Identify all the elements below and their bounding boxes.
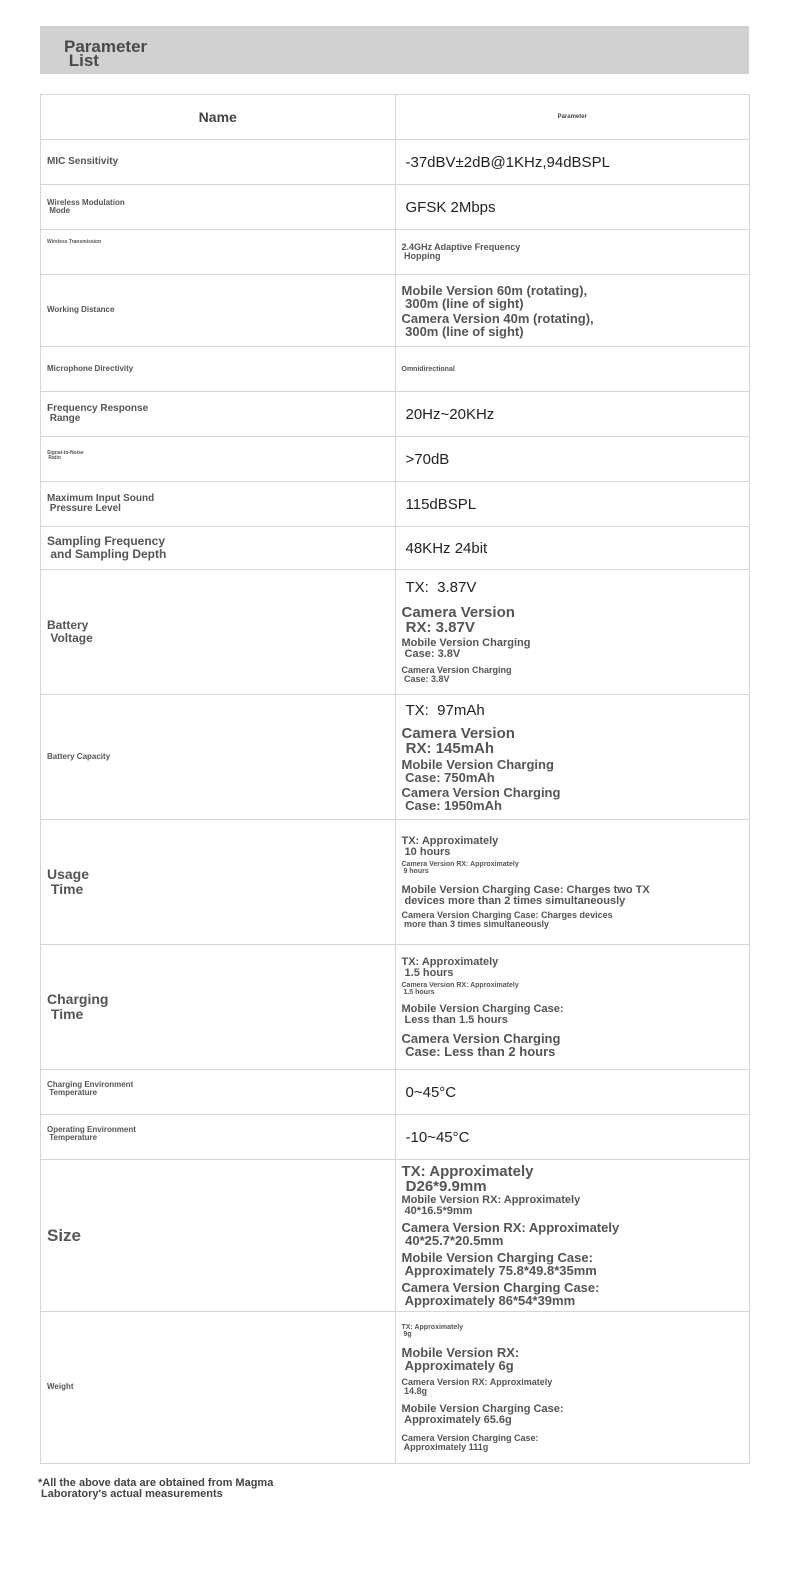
- row-value-cell: [395, 820, 750, 945]
- row-value-cell: [395, 527, 750, 570]
- row-name-cell: [41, 570, 396, 695]
- row-value: Camera Version Charging Case: 1950mAh: [401, 784, 561, 813]
- row-value: GFSK 2Mbps: [405, 198, 496, 216]
- row-value-cell: [395, 230, 750, 275]
- row-value: Camera Version Charging Case: 3.8V: [401, 665, 512, 684]
- table-row: [41, 945, 750, 1070]
- row-value: Mobile Version Charging Case: 3.8V: [401, 637, 531, 660]
- row-name: Usage Time: [47, 866, 90, 897]
- row-name-cell: [41, 275, 396, 347]
- row-name: Weight: [47, 1382, 74, 1392]
- table-row: [41, 1070, 750, 1115]
- header-parameter: Parameter: [395, 95, 750, 140]
- row-value: 48KHz 24bit: [405, 539, 488, 557]
- row-value: TX: 3.87V: [405, 579, 477, 596]
- row-name: Working Distance: [47, 305, 115, 315]
- row-name: MIC Sensitivity: [47, 155, 119, 167]
- row-value: -10~45°C: [405, 1128, 470, 1146]
- row-value: Camera Version Charging Case: Approximately 111g: [401, 1432, 539, 1452]
- row-name-cell: [41, 482, 396, 527]
- row-value-cell: [395, 945, 750, 1070]
- row-name: Battery Voltage: [47, 618, 93, 645]
- row-name: Frequency Response Range: [47, 402, 149, 424]
- row-value: Mobile Version Charging Case: Approximately 75.8*49.8*35mm: [401, 1250, 597, 1278]
- row-value: Omnidirectional: [401, 365, 455, 373]
- row-value: Camera Version RX: Approximately 40*25.7*20.5mm: [401, 1220, 620, 1248]
- row-value: Mobile Version Charging Case: Less than 1.5 hours: [401, 1002, 564, 1026]
- table-row: [41, 1312, 750, 1464]
- row-value: Camera Version RX: Approximately 14.8g: [401, 1376, 553, 1396]
- page-title: Parameter List: [64, 37, 148, 70]
- table-row: [41, 570, 750, 695]
- row-name-cell: [41, 527, 396, 570]
- row-value: 115dBSPL: [405, 495, 477, 513]
- row-value: Mobile Version Charging Case: 750mAh: [401, 756, 554, 785]
- row-value: Mobile Version 60m (rotating), 300m (line of sight): [401, 282, 588, 311]
- row-value: TX: Approximately 10 hours: [401, 834, 499, 858]
- row-name: Wireless Transmission: [47, 239, 102, 245]
- row-name-cell: [41, 1312, 396, 1464]
- table-row: [41, 1115, 750, 1160]
- row-name-cell: [41, 230, 396, 275]
- row-name-cell: [41, 437, 396, 482]
- row-name-cell: [41, 140, 396, 185]
- row-name: Battery Capacity: [47, 751, 111, 761]
- row-value-cell: [395, 185, 750, 230]
- row-value-cell: [395, 570, 750, 695]
- row-name-cell: [41, 347, 396, 392]
- parameter-table: [40, 94, 750, 1464]
- row-value-cell: [395, 275, 750, 347]
- table-row: [41, 347, 750, 392]
- row-name: Signal-to-Noise Ratio: [47, 449, 84, 461]
- table-row: [41, 392, 750, 437]
- table-row: [41, 185, 750, 230]
- row-value-cell: [395, 1070, 750, 1115]
- row-value-cell: [395, 1115, 750, 1160]
- row-value: TX: Approximately 1.5 hours: [401, 955, 499, 979]
- row-value-cell: [395, 437, 750, 482]
- table-row: [41, 527, 750, 570]
- row-value: Mobile Version RX: Approximately 40*16.5*9mm: [401, 1194, 581, 1217]
- row-name-cell: [41, 185, 396, 230]
- row-value: Camera Version Charging Case: Less than 2 hours: [401, 1030, 561, 1059]
- row-name: Operating Environment Temperature: [47, 1124, 136, 1142]
- row-value-cell: [395, 347, 750, 392]
- row-value: Camera Version RX: 3.87V: [401, 604, 515, 636]
- row-value-cell: [395, 695, 750, 820]
- row-value: TX: Approximately D26*9.9mm: [401, 1163, 534, 1195]
- header-name: Name: [41, 95, 396, 140]
- row-value: Camera Version RX: Approximately 1.5 hours: [401, 981, 519, 996]
- row-value: TX: 97mAh: [405, 701, 485, 719]
- row-value: Camera Version Charging Case: Charges devices more than 3 times simultaneously: [401, 909, 613, 929]
- row-name: Size: [47, 1225, 82, 1245]
- row-value: Mobile Version Charging Case: Charges two TX devices more than 2 times simultaneously: [401, 883, 650, 907]
- row-value-cell: [395, 1312, 750, 1464]
- row-name: Maximum Input Sound Pressure Level: [47, 492, 155, 514]
- row-value: Camera Version Charging Case: Approximately 86*54*39mm: [401, 1280, 600, 1308]
- row-value-cell: [395, 1160, 750, 1312]
- row-name-cell: [41, 1160, 396, 1312]
- table-row: [41, 482, 750, 527]
- table-row: [41, 140, 750, 185]
- row-value: Mobile Version Charging Case: Approximately 65.6g: [401, 1402, 564, 1426]
- row-value: >70dB: [405, 450, 450, 468]
- row-value: Camera Version RX: 145mAh: [401, 724, 515, 757]
- row-name-cell: [41, 695, 396, 820]
- row-name: Charging Time: [47, 991, 109, 1022]
- footnote: *All the above data are obtained from Magma Laboratory's actual measurements: [38, 1477, 274, 1500]
- row-value-cell: [395, 140, 750, 185]
- title-banner: [40, 26, 749, 74]
- row-value: 2.4GHz Adaptive Frequency Hopping: [401, 242, 521, 261]
- table-row: [41, 230, 750, 275]
- row-value: Mobile Version RX: Approximately 6g: [401, 1344, 520, 1373]
- table-row: [41, 820, 750, 945]
- row-name-cell: [41, 1070, 396, 1115]
- row-name-cell: [41, 945, 396, 1070]
- row-name: Microphone Directivity: [47, 363, 134, 373]
- row-name: Sampling Frequency and Sampling Depth: [47, 534, 167, 561]
- row-name-cell: [41, 820, 396, 945]
- table-row: [41, 695, 750, 820]
- row-value: TX: Approximately 9g: [401, 1323, 464, 1338]
- row-name: Charging Environment Temperature: [47, 1079, 134, 1097]
- table-row: [41, 275, 750, 347]
- table-row: [41, 437, 750, 482]
- table-header-row: [41, 95, 750, 140]
- table-row: [41, 1160, 750, 1312]
- row-value: 0~45°C: [405, 1083, 457, 1101]
- row-name-cell: [41, 392, 396, 437]
- row-value: 20Hz~20KHz: [405, 405, 495, 423]
- row-value-cell: [395, 482, 750, 527]
- row-value: Camera Version 40m (rotating), 300m (line of sight): [401, 310, 594, 339]
- row-value: -37dBV±2dB@1KHz,94dBSPL: [405, 153, 610, 171]
- row-value: Camera Version RX: Approximately 9 hours: [401, 860, 519, 875]
- row-value-cell: [395, 392, 750, 437]
- row-name-cell: [41, 1115, 396, 1160]
- row-name: Wireless Modulation Mode: [47, 197, 125, 215]
